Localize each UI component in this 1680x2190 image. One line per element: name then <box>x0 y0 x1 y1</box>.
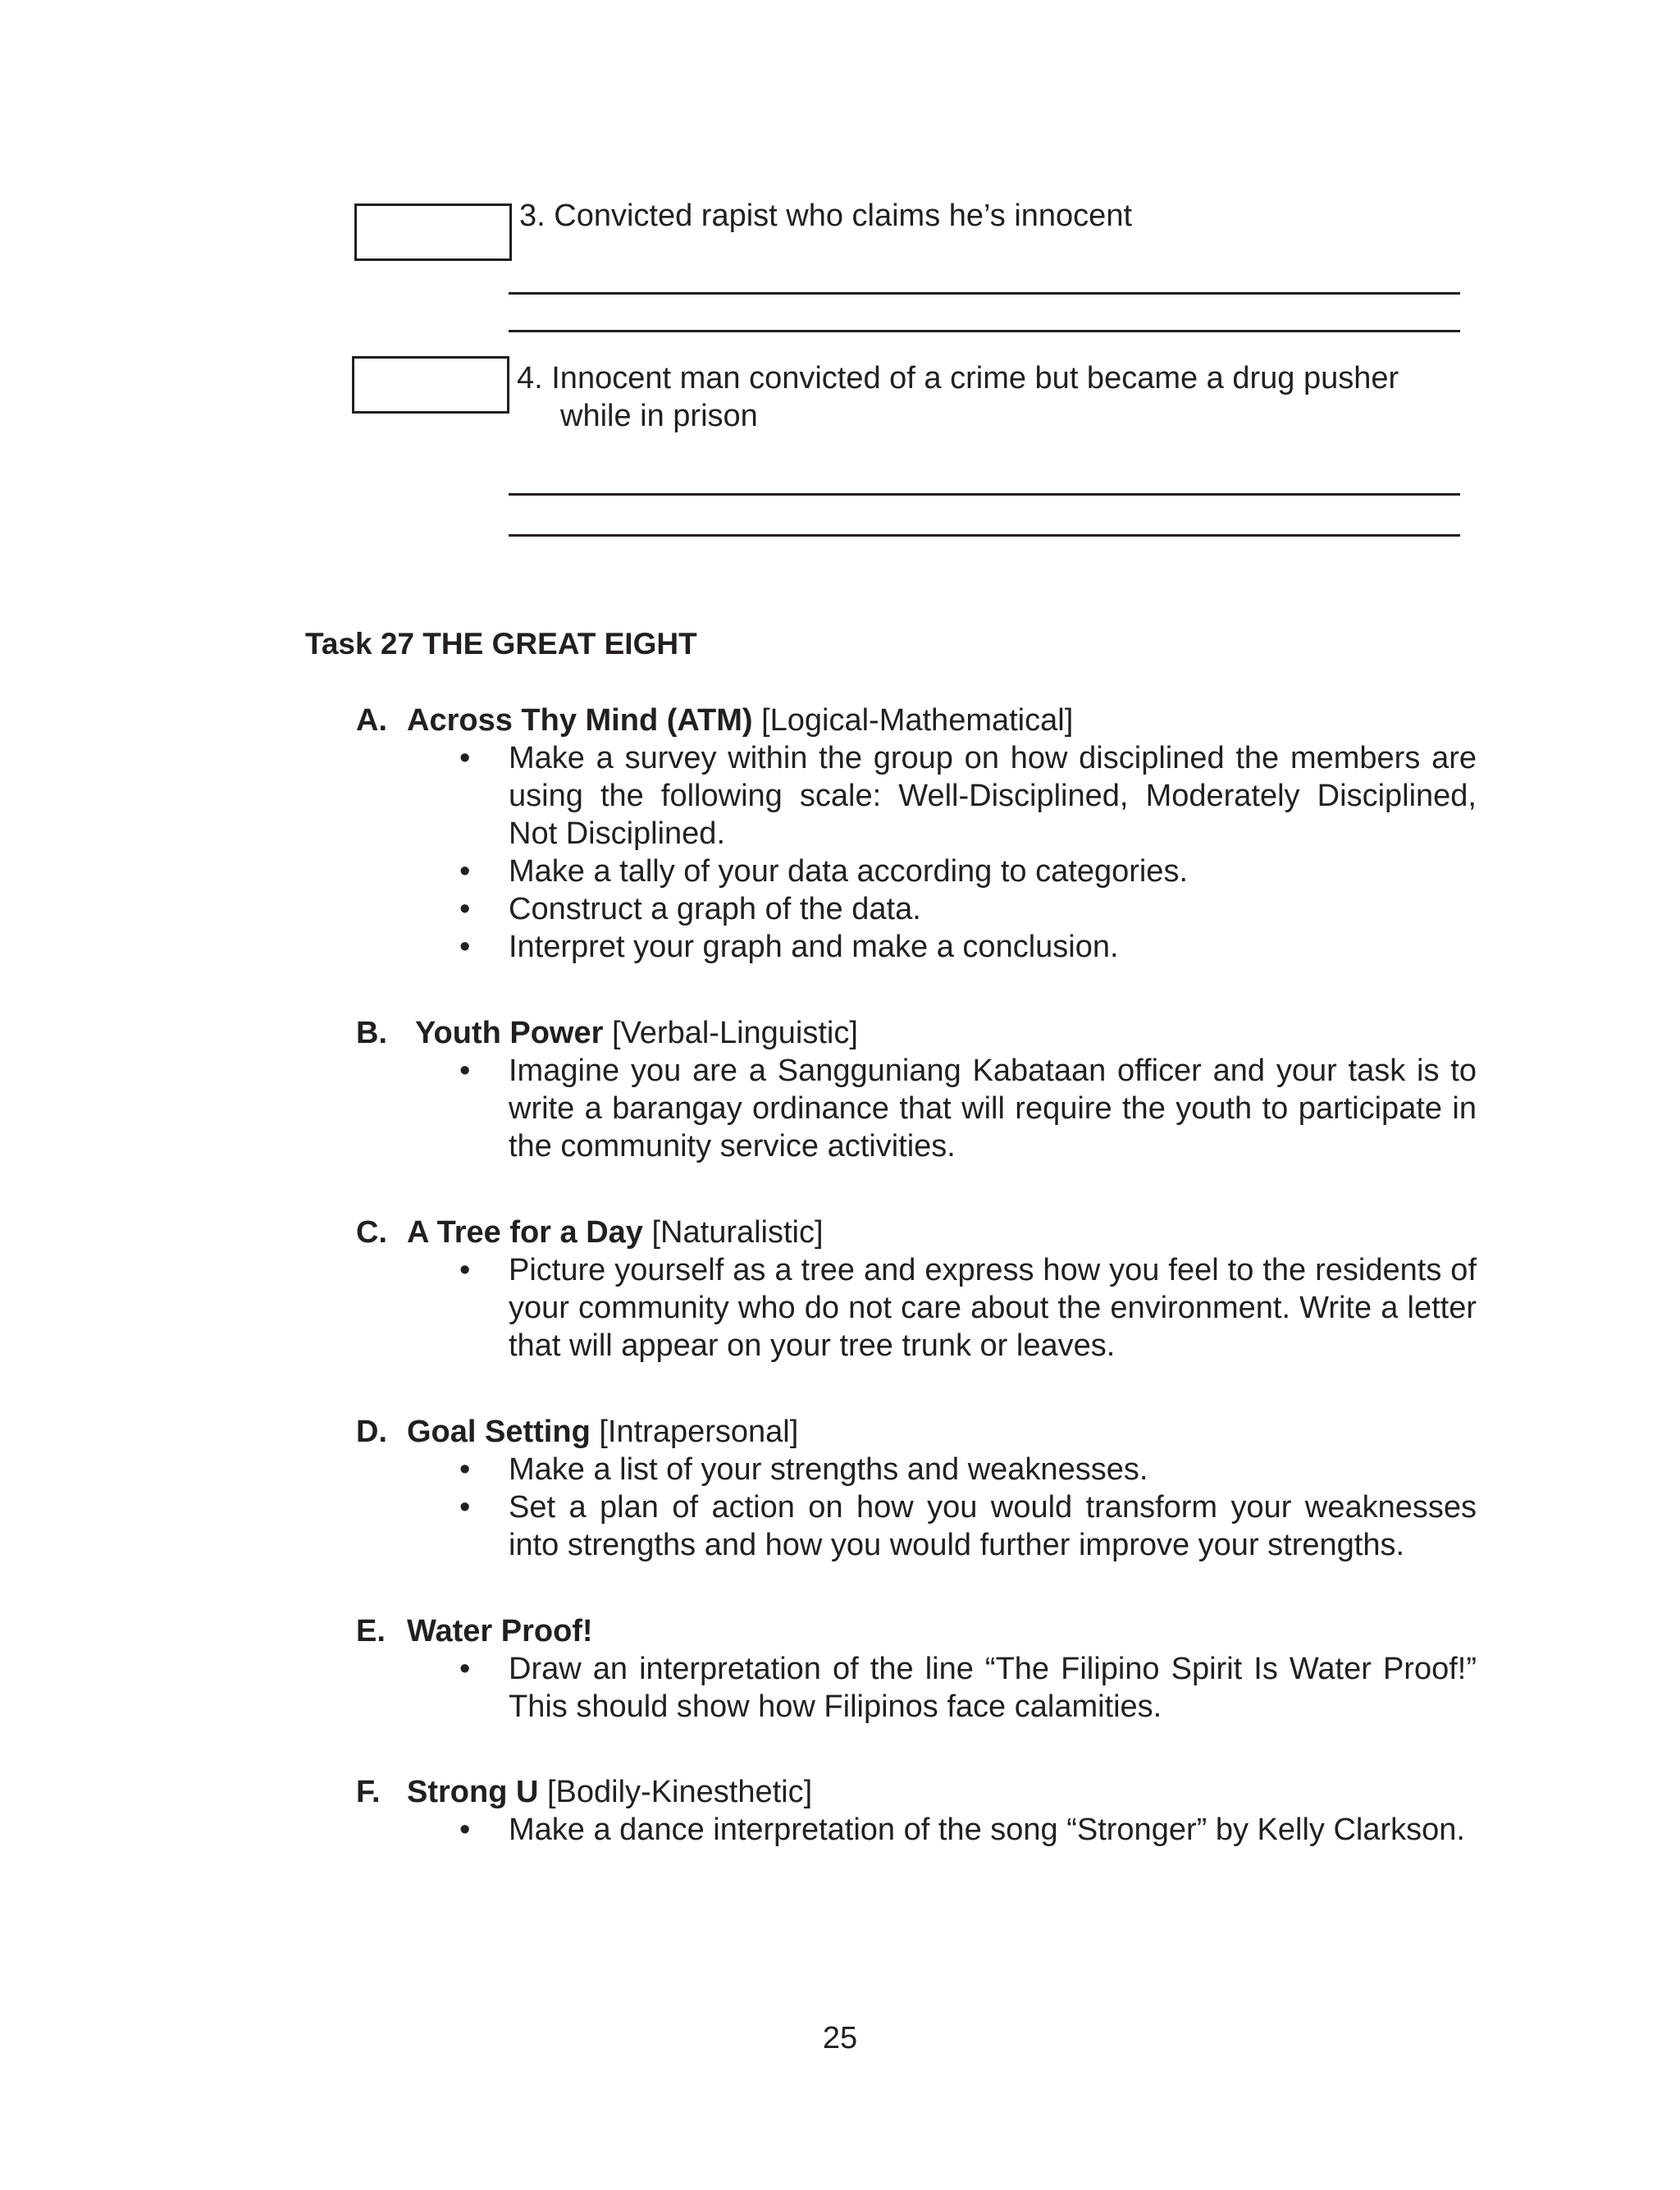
section-f-heading <box>356 1773 812 1811</box>
bullet-icon: • <box>459 1452 471 1487</box>
bullet-icon: • <box>459 1253 471 1287</box>
bullet-text: Make a dance interpretation of the song “Stronger” by Kelly Clarkson. <box>509 1813 1465 1847</box>
bullet-icon: • <box>459 1652 471 1686</box>
answer-line <box>509 330 1460 332</box>
section-name: A Tree for a Day <box>407 1215 643 1250</box>
section-letter: F. <box>356 1775 381 1809</box>
answer-line <box>509 292 1460 295</box>
bullet-text: Draw an interpretation of the line “The Filipino Spirit Is Water Proof!” This should show how Filipinos face calamities. <box>509 1652 1477 1724</box>
section-tag: [Verbal-Linguistic] <box>611 1016 858 1050</box>
section-tag: [Naturalistic] <box>651 1215 824 1250</box>
page-number: 25 <box>822 2021 858 2055</box>
section-e-heading <box>356 1612 593 1650</box>
section-tag: [Logical-Mathematical] <box>761 703 1074 738</box>
bullet-text: Make a tally of your data according to categories. <box>509 854 1189 889</box>
answer-box-3[interactable] <box>354 203 512 261</box>
section-letter: D. <box>356 1415 387 1449</box>
bullet-icon: • <box>459 892 471 926</box>
item-4-text-line1: 4. Innocent man convicted of a crime but became a drug pusher <box>517 361 1399 395</box>
bullet-text: Make a survey within the group on how disciplined the members are using the following scale: Well-Disciplined, Moderately Disciplined, Not Disciplined. <box>509 741 1477 851</box>
bullet-text: Imagine you are a Sangguniang Kabataan officer and your task is to write a barangay ordinance that will require the youth to participate in the community service activities. <box>509 1054 1477 1164</box>
section-tag: [Bodily-Kinesthetic] <box>547 1775 813 1809</box>
section-d-heading <box>356 1413 798 1451</box>
bullet-icon: • <box>459 930 471 964</box>
bullet-text: Make a list of your strengths and weaknesses. <box>509 1452 1148 1487</box>
item-4-text-line2: while in prison <box>560 399 758 433</box>
section-letter: E. <box>356 1614 386 1648</box>
section-name: Youth Power <box>415 1016 604 1050</box>
section-name: Water Proof! <box>407 1614 593 1648</box>
bullet-text: Picture yourself as a tree and express how you feel to the residents of your community who do not care about the environment. Write a letter that will appear on your tree trunk or leaves. <box>509 1253 1477 1363</box>
answer-line <box>509 493 1460 496</box>
bullet-text: Interpret your graph and make a conclusion. <box>509 930 1119 964</box>
section-name: Across Thy Mind (ATM) <box>407 703 753 738</box>
answer-box-4[interactable] <box>352 356 509 414</box>
section-c-heading <box>356 1214 824 1251</box>
section-letter: A. <box>356 703 387 738</box>
section-letter: C. <box>356 1215 387 1250</box>
bullet-icon: • <box>459 1054 471 1088</box>
item-3-text: 3. Convicted rapist who claims he’s innocent <box>519 199 1133 233</box>
section-a-heading <box>356 702 1073 739</box>
bullet-icon: • <box>459 741 471 775</box>
section-name: Goal Setting <box>407 1415 591 1449</box>
section-tag: [Intrapersonal] <box>599 1415 799 1449</box>
bullet-icon: • <box>459 1813 471 1847</box>
answer-line <box>509 534 1460 537</box>
task-title: Task 27 THE GREAT EIGHT <box>305 627 697 661</box>
section-name: Strong U <box>407 1775 539 1809</box>
section-letter: B. <box>356 1016 387 1050</box>
bullet-text: Construct a graph of the data. <box>509 892 921 926</box>
section-b-heading <box>356 1014 858 1052</box>
bullet-text: Set a plan of action on how you would transform your weaknesses into strengths and how you would further improve your strengths. <box>509 1490 1477 1562</box>
bullet-icon: • <box>459 1490 471 1525</box>
bullet-icon: • <box>459 854 471 889</box>
